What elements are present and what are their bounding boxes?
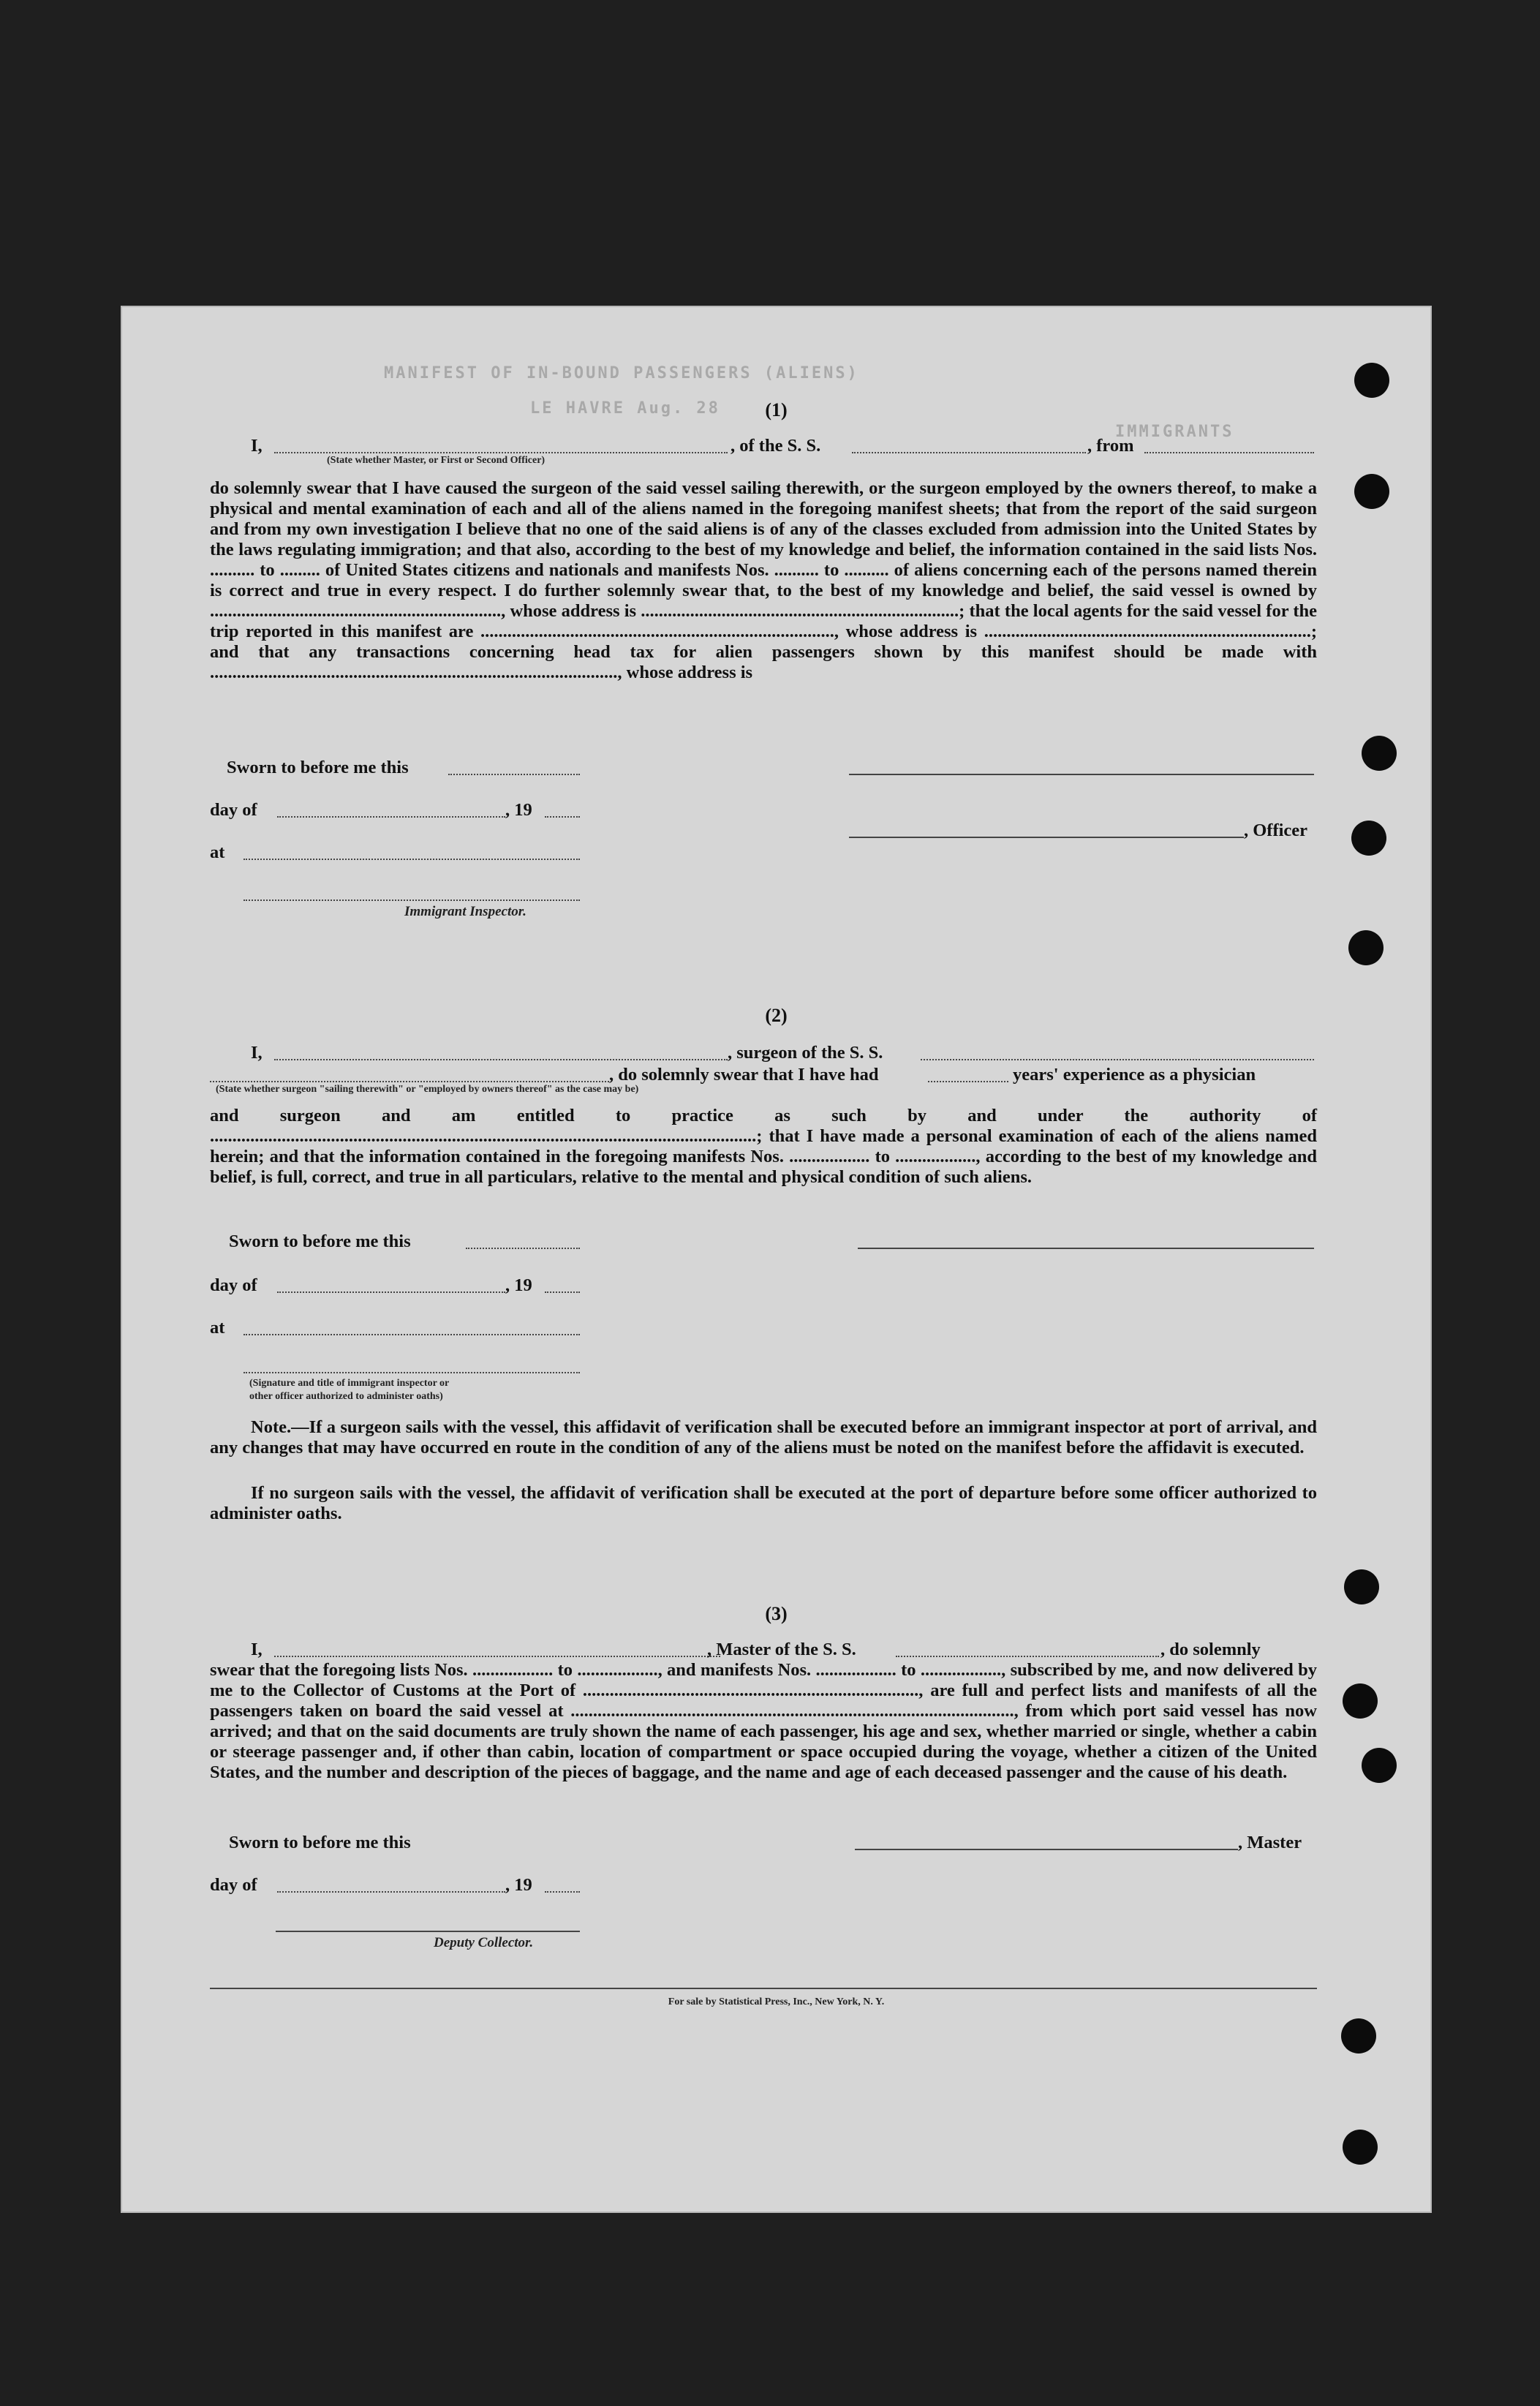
of-ship-label: , of the S. S. xyxy=(731,436,821,456)
section-1-year: , 19 xyxy=(505,800,532,820)
signature-caption-1: (Signature and title of immigrant inspector or xyxy=(249,1378,450,1389)
master-caption: (State whether Master, or First or Second Officer) xyxy=(327,455,546,466)
section-1-body: do solemnly swear that I have caused the surgeon of the said vessel sailing therewith, or the surgeon employed by the owners thereof, to make a physical and mental examination of each and all of the aliens named in the foregoing manifest sheets; that from the report of the said surgeon and from my own investigation I believe that no one of the said aliens is of any of the classes excluded from admission into the United States by the laws regulating immigration; and that also, according to the best of my knowledge and belief, the information contained in the said lists Nos. .......... to ......... of United States citizens and nationals and manifests Nos. .......... to .......... of aliens concerning each of the persons named therein is correct and true in every respect. I do further solemnly swear that, to the best of my knowledge and belief, the said vessel is owned by ................................................................., whose address is .......................................................................; that the local agents for the said vessel for the trip reported in this manifest are ..............................................................................., whose address is .........................................................................; and that any transactions concerning head tax for alien passengers shown by this manifest should be made with ..........................................................................................., whose address is xyxy=(210,478,1317,682)
manifest-page xyxy=(121,306,1432,2213)
section-3-sworn: Sworn to before me this xyxy=(229,1833,411,1852)
faint-header-line1: MANIFEST OF IN-BOUND PASSENGERS (ALIENS) xyxy=(384,364,859,382)
years-label: years' experience as a physician xyxy=(1013,1065,1256,1085)
section-1-at: at xyxy=(210,842,225,862)
officer-label: , Officer xyxy=(1244,821,1308,840)
master-label: , Master xyxy=(1238,1833,1302,1852)
master-name-line xyxy=(274,452,728,453)
years-line xyxy=(928,1081,1008,1082)
inspector-signature-line xyxy=(244,900,580,901)
surgeon-of-label: , surgeon of the S. S. xyxy=(728,1043,883,1063)
master-signature-line xyxy=(855,1849,1238,1850)
punch-hole xyxy=(1344,1569,1379,1604)
surgeon-swear-label: , do solemnly swear that I have had xyxy=(609,1065,879,1085)
surgeon-caption: (State whether surgeon "sailing therewith" or "employed by owners thereof" as the case may be) xyxy=(216,1084,639,1095)
surgeon-status-line xyxy=(210,1081,609,1082)
punch-hole xyxy=(1348,930,1384,965)
collector-signature-line xyxy=(276,1931,580,1932)
section-1-year-line xyxy=(545,816,580,818)
section-3-day-of: day of xyxy=(210,1875,257,1895)
section-2-day-of: day of xyxy=(210,1275,257,1295)
section-2-official-signature-line xyxy=(244,1372,580,1373)
section-1-day-of: day of xyxy=(210,800,257,820)
from-label: , from xyxy=(1087,436,1134,456)
section-3-year-line xyxy=(545,1891,580,1893)
section-2-sworn-line xyxy=(466,1248,580,1249)
section-2-at-line xyxy=(244,1334,580,1335)
master-of-label: , Master of the S. S. xyxy=(707,1640,856,1659)
section-2-year-line xyxy=(545,1291,580,1293)
section-1-number: (1) xyxy=(765,399,788,421)
section-3-day-line xyxy=(277,1891,505,1893)
section-2-sworn: Sworn to before me this xyxy=(229,1232,411,1251)
section-3-number: (3) xyxy=(765,1603,788,1624)
section-3-ship-line xyxy=(896,1656,1159,1657)
section-1-sworn: Sworn to before me this xyxy=(227,758,409,777)
section-2-day-line xyxy=(277,1291,505,1293)
punch-hole xyxy=(1343,2130,1378,2165)
punch-hole xyxy=(1343,1683,1378,1719)
punch-hole xyxy=(1362,736,1397,771)
footer-printer-credit: For sale by Statistical Press, Inc., New York, N. Y. xyxy=(668,1996,885,2007)
section-2-year: , 19 xyxy=(505,1275,532,1295)
punch-hole xyxy=(1351,821,1386,856)
punch-hole xyxy=(1341,2018,1376,2054)
surgeon-note-2: If no surgeon sails with the vessel, the affidavit of verification shall be executed at the port of departure before some officer authorized to administer oaths. xyxy=(210,1483,1317,1523)
section-1-officer-signature-line xyxy=(849,774,1314,775)
section-2-at: at xyxy=(210,1318,225,1338)
immigrant-inspector-label: Immigrant Inspector. xyxy=(404,904,526,919)
section-3-i-label: I, xyxy=(251,1640,263,1659)
surgeon-name-line xyxy=(274,1059,728,1060)
footer-rule xyxy=(210,1988,1317,1989)
section-3-body: swear that the foregoing lists Nos. .................. to .................., and manifests Nos. .................. to .................., subscribed by me, and now delivered by me to the Collector of Customs at the Port of ..........................................................................., are full and perfect lists and manifests of all the passengers taken on board the said vessel at ..................................................................................................., from which port said vessel has now arrived; and that on the said documents are truly shown the name of each passenger, his age and sex, whether married or single, whether a cabin or steerage passenger and, if other than cabin, location of compartment or space occupied during the voyage, whether a citizen of the United States, and the number and description of the pieces of baggage, and the name and age of each deceased passenger and the cause of his death. xyxy=(210,1660,1317,1782)
section-2-i-label: I, xyxy=(251,1043,263,1063)
section-1-i-label: I, xyxy=(251,436,263,456)
section-3-year: , 19 xyxy=(505,1875,532,1895)
surgeon-ship-line xyxy=(921,1059,1314,1060)
section-2-body: and surgeon and am entitled to practice as such by and under the authority of ..........................................................................................................................; that I have made a personal examination of each of the aliens named herein; and that the information contained in the foregoing manifests Nos. .................. to .................., according to the best of my knowledge and belief, is full, correct, and true in all particulars, relative to the mental and physical condition of such aliens. xyxy=(210,1106,1317,1187)
from-port-line xyxy=(1144,452,1314,453)
section-1-sworn-line xyxy=(448,774,580,775)
punch-hole xyxy=(1354,363,1389,398)
deputy-collector-label: Deputy Collector. xyxy=(434,1935,534,1950)
section-2-number: (2) xyxy=(765,1005,788,1026)
surgeon-note-1: Note.—If a surgeon sails with the vessel, this affidavit of verification shall be executed before an immigrant inspector at port of arrival, and any changes that may have occurred en route in the condition of any of the aliens must be noted on the manifest before the affidavit is executed. xyxy=(210,1417,1317,1457)
faint-header-line2: LE HAVRE Aug. 28 xyxy=(530,399,720,418)
officer-name-line xyxy=(849,837,1244,838)
punch-hole xyxy=(1362,1748,1397,1783)
do-solemnly-label: , do solemnly xyxy=(1160,1640,1261,1659)
signature-caption-2: other officer authorized to administer oaths) xyxy=(249,1391,443,1402)
ship-name-line xyxy=(852,452,1086,453)
section-3-master-line xyxy=(274,1656,720,1657)
faint-header-line3: IMMIGRANTS xyxy=(1115,423,1234,441)
section-1-day-line xyxy=(277,816,505,818)
punch-hole xyxy=(1354,474,1389,509)
section-1-at-line xyxy=(244,859,580,860)
surgeon-signature-line xyxy=(858,1248,1314,1249)
